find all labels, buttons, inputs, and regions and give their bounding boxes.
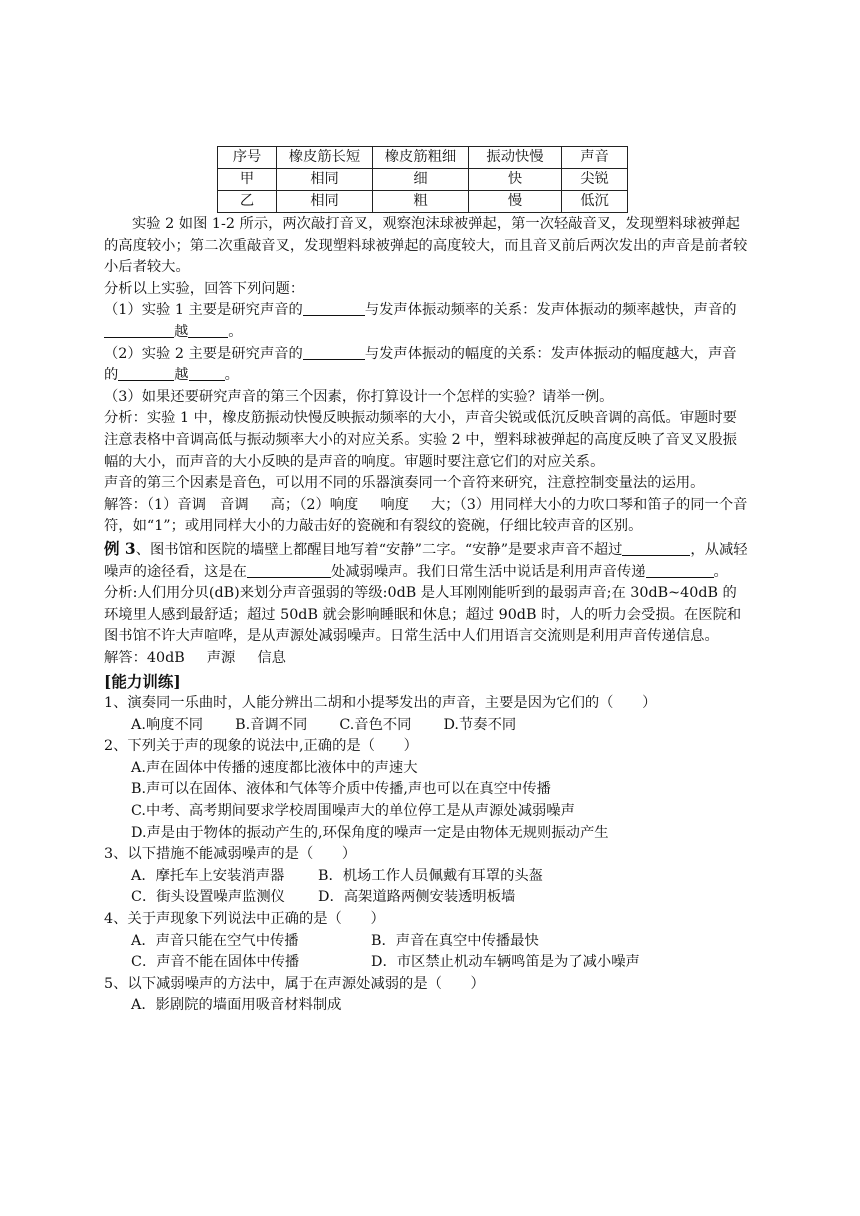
table-header-cell: 橡皮筋长短 [277,147,373,169]
option-c[interactable]: C．声音不能在固体中传播 [131,954,300,971]
question-stem: 1、演奏同一乐曲时，人能分辨出二胡和小提琴发出的声音，主要是因为它们的（ ） [104,695,657,712]
question-2: （2）实验 2 主要是研究声音的 与发声体振动的幅度的关系：发声体振动的幅度越大，声音的 越 。 [104,345,737,384]
option-a[interactable]: A.响度不同 [131,716,204,733]
table-row [218,191,628,213]
table-header-row [218,147,628,169]
option-a[interactable]: A．声音只能在空气中传播 [131,932,299,949]
example-label: 例 3 [104,538,136,558]
question-stem: 5、以下减弱噪声的方法中，属于在声源处减弱的是（ ） [104,975,485,992]
option-c[interactable]: C．街头设置噪声监测仪 [131,889,285,906]
option-c[interactable]: C.音色不同 [339,716,412,733]
table-cell: 相同 [277,169,373,191]
table-cell: 相同 [277,191,373,213]
option-row [104,952,750,974]
table-header-cell: 橡皮筋粗细 [373,147,469,169]
option-d[interactable]: D.节奏不同 [443,716,517,733]
table-header-cell: 振动快慢 [469,147,562,169]
table-row [218,169,628,191]
option-a[interactable]: A．影剧院的墙面用吸音材料制成 [131,997,342,1014]
answer-3: 解答：40dB 声源 信息 [104,649,286,666]
table-cell: 粗 [373,191,469,213]
option-b[interactable]: B.声可以在固体、液体和气体等介质中传播,声也可以在真空中传播 [131,781,551,798]
answer-blank[interactable] [646,562,714,578]
option-a[interactable]: A.声在固体中传播的速度都比液体中的声速大 [131,759,418,776]
answer-1: 解答：（1）音调 音调 高；（2）响度 响度 大；（3）用同样大小的力吹口琴和笛子的同一个音符，如“1”；或用同样大小的力敲击好的瓷碗和有裂纹的瓷碗，仔细比较声音的区别。 [104,496,748,535]
question-stem: 3、以下措施不能减弱噪声的是（ ） [104,846,357,863]
answer-blank[interactable] [303,300,365,316]
option-c[interactable]: C.中考、高考期间要求学校周围噪声大的单位停工是从声源处减弱噪声 [131,803,575,820]
option-b[interactable]: B．机场工作人员佩戴有耳罩的头盔 [318,867,543,884]
experiment-2-text: 实验 2 如图 1-2 所示，两次敲打音叉，观察泡沫球被弹起，第一次轻敲音叉，发现塑料球被弹起的高度较小；第二次重敲音叉，发现塑料球被弹起的高度较大，而且音叉前后两次发出的声音是前者较小后者较大。 [104,216,748,276]
option-row [104,931,750,953]
answer-blank[interactable] [118,365,174,381]
table-cell: 低沉 [562,191,628,213]
table-cell: 慢 [469,191,562,213]
table-cell: 甲 [218,169,277,191]
question-stem: 2、下列关于声的现象的说法中,正确的是（ ） [104,738,418,755]
table-header-cell: 序号 [218,147,277,169]
table-cell: 乙 [218,191,277,213]
question-3: （3）如果还要研究声音的第三个因素，你打算设计一个怎样的实验？请举一例。 [104,388,614,405]
table-cell: 细 [373,169,469,191]
option-d[interactable]: D.声是由于物体的振动产生的,环保角度的噪声一定是由物体无规则振动产生 [131,824,609,841]
table-header-cell: 声音 [562,147,628,169]
answer-blank[interactable] [189,365,225,381]
option-b[interactable]: B.音调不同 [235,716,308,733]
analysis-1: 分析：实验 1 中，橡皮筋振动快慢反映振动频率的大小，声音尖锐或低沉反映音调的高低。审题时要注意表格中音调高低与振动频率大小的对应关系。实验 2 中，塑料球被弹起的高度反映了音叉叉股振幅的大小，而声音的大小反映的是声音的响度。审题时要注意它们的对应关系。 [104,410,737,470]
option-b[interactable]: B．声音在真空中传播最快 [371,932,539,949]
answer-blank[interactable] [104,322,174,338]
option-d[interactable]: D．市区禁止机动车辆鸣笛是为了减小噪声 [371,954,640,971]
option-row [104,715,750,737]
analysis-3: 分析:人们用分贝(dB)来划分声音强弱的等级:0dB 是人耳刚刚能听到的最弱声音;在 30dB~40dB 的环境里人感到最舒适；超过 50dB 就会影响睡眠和休息；超过 90dB 时，人的听力会受损。在医院和图书馆不许大声喧哗，是从声源处减弱噪声。日常生活中人们用语言交流则是利用声音传递信息。 [104,585,742,645]
answer-blank[interactable] [188,322,228,338]
table-cell: 尖锐 [562,169,628,191]
option-d[interactable]: D．高架道路两侧安装透明板墙 [318,889,516,906]
analysis-intro: 分析以上实验，回答下列问题： [104,280,305,297]
option-row [104,866,750,888]
question-stem: 4、关于声现象下列说法中正确的是（ ） [104,911,385,927]
answer-blank[interactable] [303,344,365,360]
example-3: 例 3、图书馆和医院的墙壁上都醒目地写着“安静”二字。“安静”是要求声音不超过 ，从减轻噪声的途径看，这是在 处减弱噪声。我们日常生活中说话是利用声音传递 。 [104,538,748,580]
question-1: （1）实验 1 主要是研究声音的 与发声体振动频率的关系：发声体振动的频率越快，声音的越 。 [104,302,737,340]
answer-blank[interactable] [247,562,331,578]
section-title: [能力训练] [104,672,181,692]
table-cell: 快 [469,169,562,191]
answer-blank[interactable] [622,540,690,556]
experiment-table [217,146,628,213]
option-a[interactable]: A．摩托车上安装消声器 [131,867,285,884]
analysis-2: 声音的第三个因素是音色，可以用不同的乐器演奏同一个音符来研究，注意控制变量法的运用。 [104,475,705,492]
option-row [104,887,750,909]
